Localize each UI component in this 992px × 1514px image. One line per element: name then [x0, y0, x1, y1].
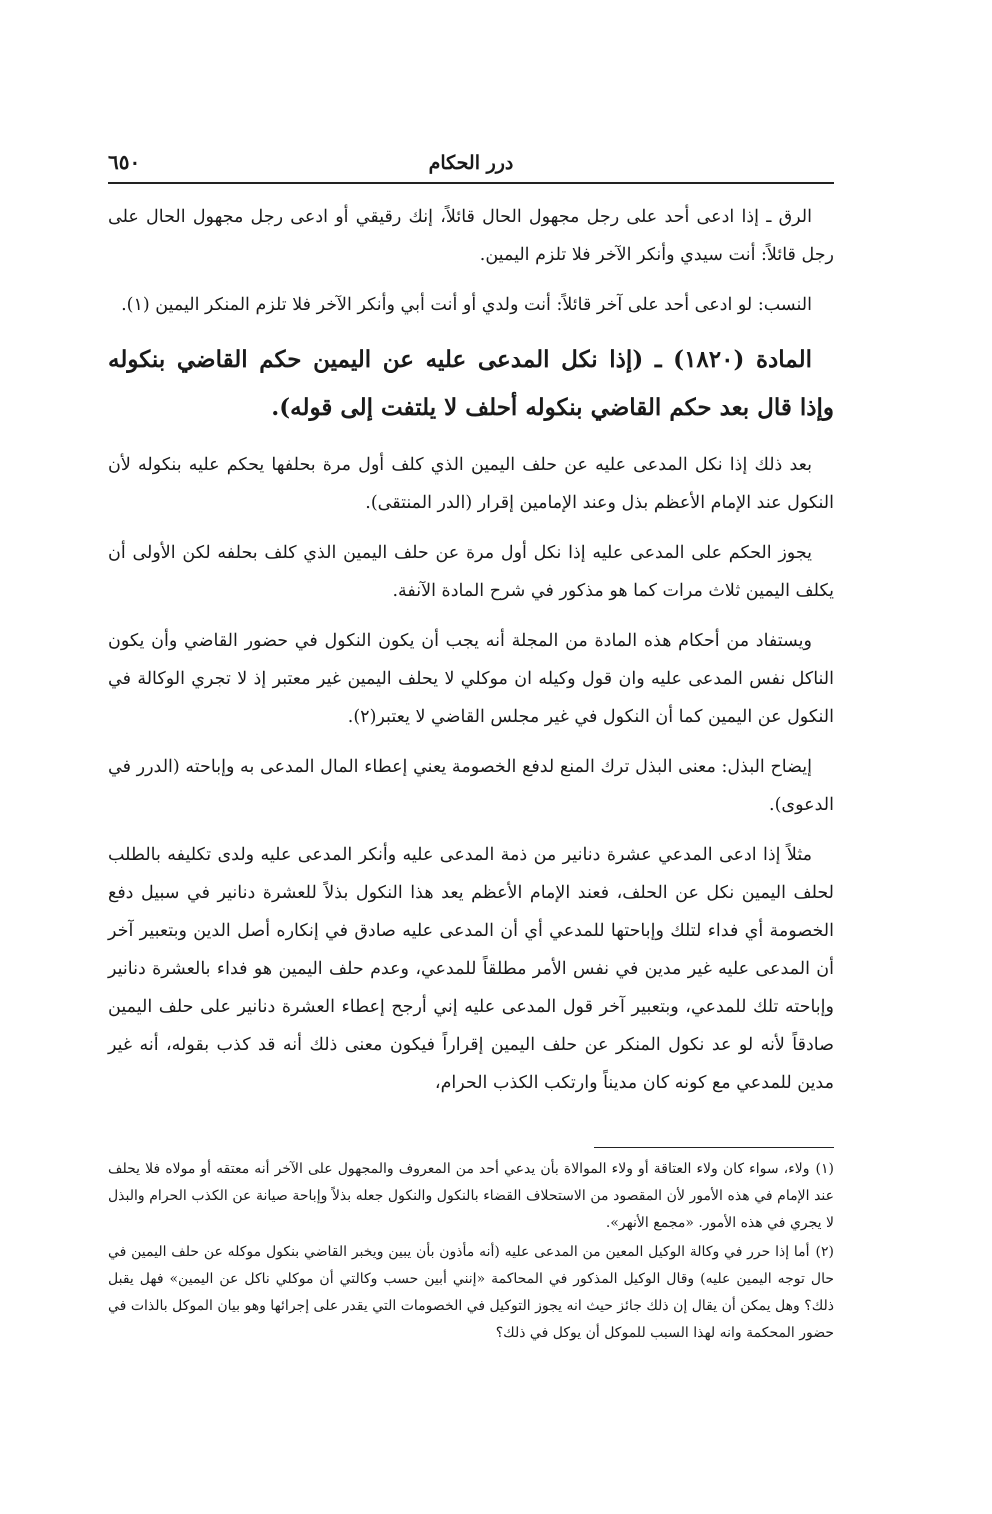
article-1820: المادة (١٨٢٠) ـ (إذا نكل المدعى عليه عن اليمين حكم القاضي بنكوله وإذا قال بعد حكم القاضي بنكوله أحلف لا يلتفت إلى قوله). [108, 346, 834, 421]
main-text [108, 198, 834, 1114]
header-rule [108, 182, 834, 184]
paragraph-first-refusal: يجوز الحكم على المدعى عليه إذا نكل أول مرة عن حلف اليمين الذي كلف بحلفه لكن الأولى أن يكلف اليمين ثلاث مرات كما هو مذكور في شرح المادة الآنفة. [108, 543, 834, 601]
running-title: درر الحكام [428, 152, 514, 174]
paragraph-presence-of-judge: ويستفاد من أحكام هذه المادة من المجلة أنه يجب أن يكون النكول في حضور القاضي وأن يكون الناكل نفس المدعى عليه وان قول وكيله ان موكلي لا يحلف اليمين غير معتبر إذ لا تجري الوكالة في النكول عن اليمين كما أن النكول في غير مجلس القاضي لا يعتبر(٢). [108, 631, 834, 727]
footnote-text: ولاء، سواء كان ولاء العتاقة أو ولاء الموالاة بأن يدعي أحد من المعروف والمجهول على الآخر أنه معتقه أو مولاه فلا يحلف عند الإمام في هذه الأمور لأن المقصود من الاستحلاف القضاء بالنكول والنكول جعله بذلاً وإباحة صيانة عن الكذب الحرام والبذل لا يجري في هذه الأمور. «مجمع الأنهر». [108, 1161, 834, 1231]
paragraph-slavery: الرق ـ إذا ادعى أحد على رجل مجهول الحال قائلاً، إنك رقيقي أو ادعى رجل مجهول الحال على رجل قائلاً: أنت سيدي وأنكر الآخر فلا تلزم اليمين. [108, 207, 834, 265]
footnotes [108, 1156, 834, 1349]
footnote-marker: (١) [815, 1161, 834, 1177]
footnote-marker: (٢) [815, 1244, 834, 1260]
footnote-1 [108, 1156, 834, 1237]
footnote-text: أما إذا حرر في وكالة الوكيل المعين من المدعى عليه (أنه مأذون بأن يبين ويخبر القاضي بنكول موكله عن حلف اليمين في حال توجه اليمين عليه) وقال الوكيل المذكور في المحاكمة «إنني أبين حسب وكالتي أن موكلي ناكل عن اليمين» فهل يقبل ذلك؟ وهل يمكن أن يقال إن ذلك جائز حيث انه يجوز التوكيل في الخصومات التي يقدر على إجرائها وهو بيان الموكل بالذات في حضور المحكمة وانه لهذا السبب للموكل أن يوكل في ذلك؟ [108, 1244, 834, 1341]
paragraph-example: مثلاً إذا ادعى المدعي عشرة دنانير من ذمة المدعى عليه وأنكر المدعى عليه ولدى تكليفه بالطلب لحلف اليمين نكل عن الحلف، فعند الإمام الأعظم يعد هذا النكول بذلاً للعشرة دنانير في سبيل دفع الخصومة أي فداء لتلك وإباحتها للمدعي أي أن المدعى عليه صادق في إنكاره أصل الدين وبتعبير آخر أن المدعى عليه غير مدين في نفس الأمر مطلقاً للمدعي، وعدم حلف اليمين هو فداء بالعشرة دنانير وإباحته تلك للمدعي، وبتعبير آخر قول المدعى عليه إني أرجح إعطاء العشرة دنانير على حلف اليمين صادقاً لأنه لو عد نكول المنكر عن حلف اليمين إقراراً فيكون معنى ذلك أنه قد كذب بقوله، أنه غير مدين للمدعي مع كونه كان مديناً وارتكب الكذب الحرام، [108, 845, 834, 1093]
footnote-2 [108, 1239, 834, 1347]
page-number: ٦٥٠ [108, 150, 141, 174]
page-header [108, 148, 834, 182]
footnote-rule [594, 1147, 834, 1148]
paragraph-lineage: النسب: لو ادعى أحد على آخر قائلاً: أنت ولدي أو أنت أبي وأنكر الآخر فلا تلزم المنكر اليمين (١). [121, 295, 812, 315]
paragraph-bathl-explanation: إيضاح البذل: معنى البذل ترك المنع لدفع الخصومة يعني إعطاء المال المدعى به وإباحته (الدرر في الدعوى). [108, 757, 834, 815]
paragraph-refusal-judgment: بعد ذلك إذا نكل المدعى عليه عن حلف اليمين الذي كلف أول مرة بحلفها يحكم عليه بنكوله لأن النكول عند الإمام الأعظم بذل وعند الإمامين إقرار (الدر المنتقى). [108, 455, 834, 513]
